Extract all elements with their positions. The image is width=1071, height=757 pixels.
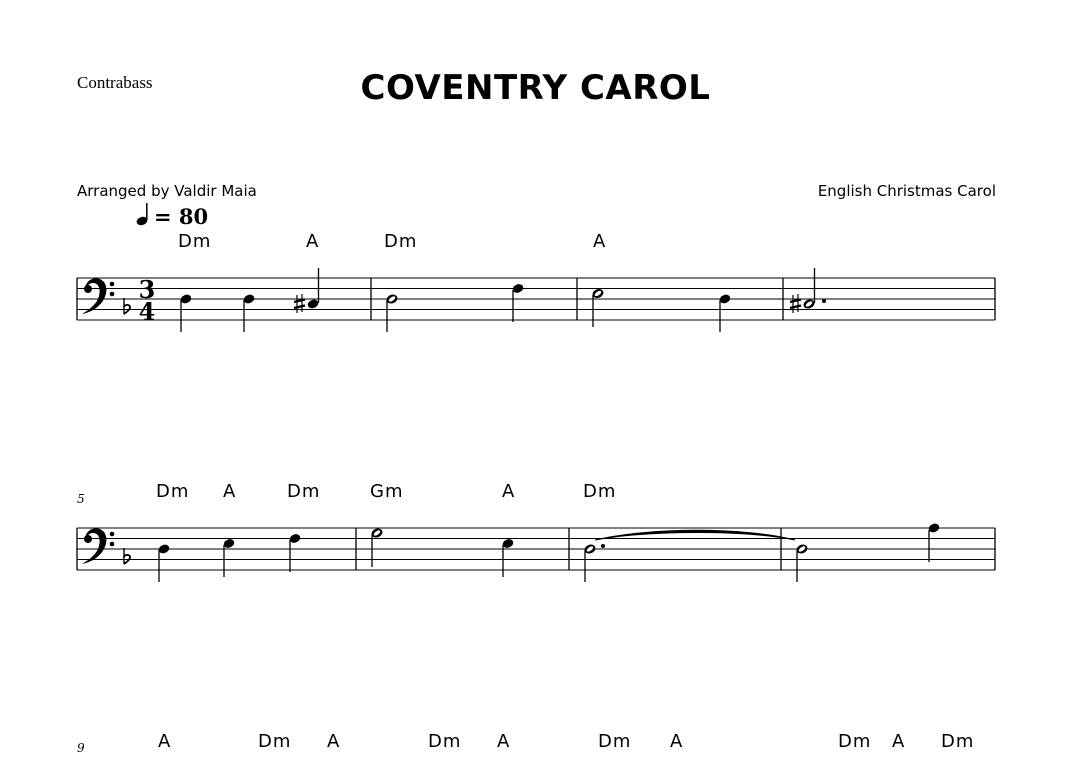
note [802, 298, 816, 310]
chord-symbol: A [223, 481, 237, 502]
page-title: COVENTRY CAROL [360, 68, 711, 108]
chord-symbol: Dm [178, 231, 212, 252]
chord-symbol: Gm [370, 481, 404, 502]
sharp-accidental [294, 294, 305, 313]
measure-number: 5 [77, 492, 85, 506]
time-signature-numerator: 3 [138, 275, 156, 304]
chord-symbol: Dm [428, 731, 462, 752]
chord-symbol: A [158, 731, 172, 752]
chord-symbol: A [497, 731, 511, 752]
chord-symbol: A [670, 731, 684, 752]
bass-clef-icon [82, 528, 114, 564]
time-signature-denominator: 4 [138, 297, 156, 326]
flat-key-signature [124, 548, 130, 564]
note [306, 298, 319, 310]
staff-system-1 [77, 278, 995, 320]
chord-symbol: Dm [287, 481, 321, 502]
tempo-value: = 80 [154, 204, 209, 229]
flat-key-signature [124, 298, 130, 314]
bass-clef-icon [82, 278, 114, 314]
sharp-accidental [790, 294, 801, 313]
chord-symbol: A [593, 231, 607, 252]
chord-symbol: Dm [941, 731, 975, 752]
chord-symbol: Dm [838, 731, 872, 752]
arranger-credit: Arranged by Valdir Maia [77, 182, 257, 200]
chord-symbol: Dm [583, 481, 617, 502]
chord-symbol: Dm [598, 731, 632, 752]
chord-symbol: A [502, 481, 516, 502]
chord-symbol: Dm [156, 481, 190, 502]
instrument-name: Contrabass [77, 73, 153, 92]
chord-symbol: A [892, 731, 906, 752]
chord-symbol: A [327, 731, 341, 752]
chord-symbol: Dm [258, 731, 292, 752]
staff-system-2 [77, 528, 995, 570]
measure-number: 9 [77, 741, 85, 755]
chord-symbol: A [306, 231, 320, 252]
chord-symbol: Dm [384, 231, 418, 252]
composer-credit: English Christmas Carol [817, 182, 996, 200]
